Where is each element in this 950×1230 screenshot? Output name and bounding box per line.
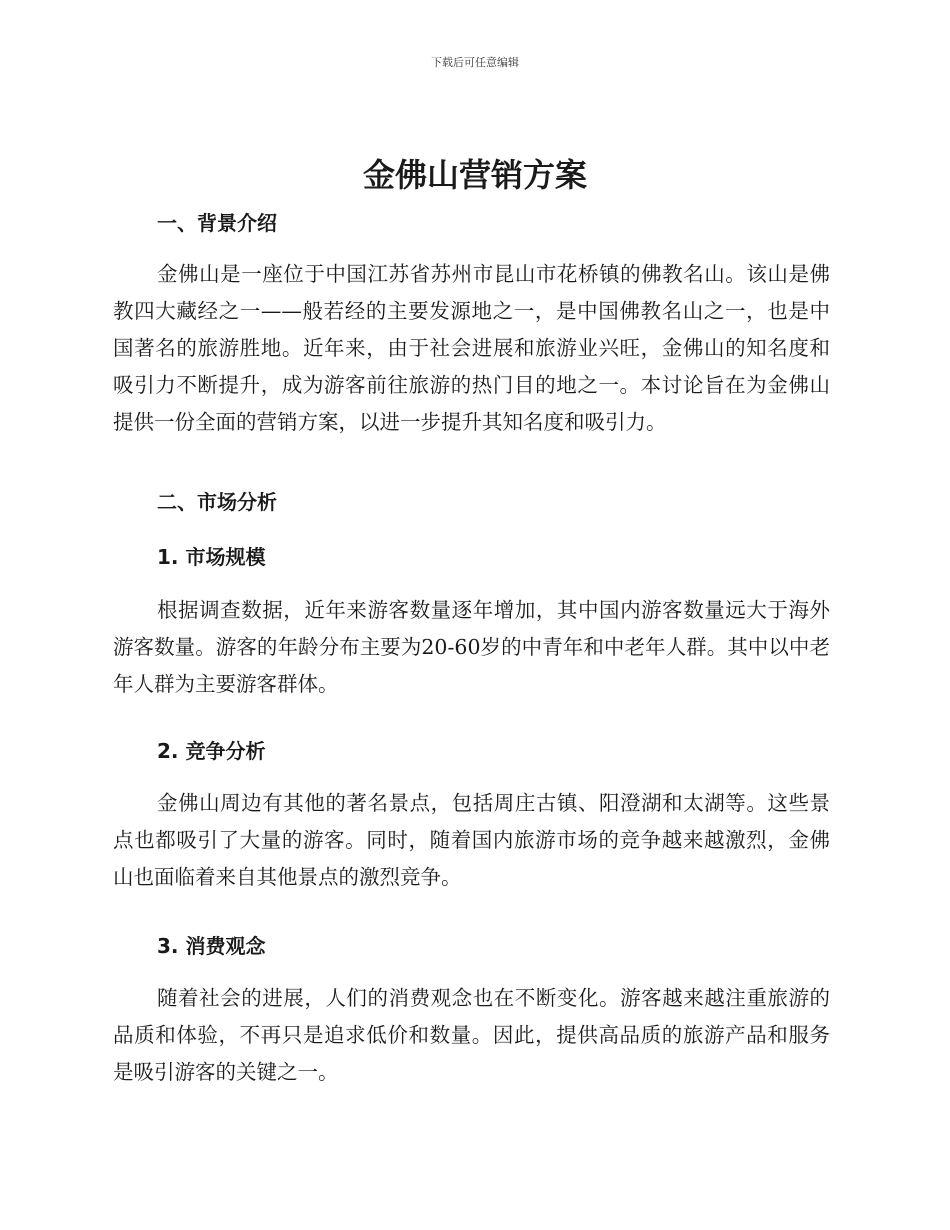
subsection-heading-market-size: 1. 市场规模 [157, 545, 266, 569]
page-header-note: 下载后可任意编辑 [431, 56, 519, 69]
document-title: 金佛山营销方案 [362, 156, 587, 194]
section-heading-market-analysis: 二、市场分析 [157, 490, 277, 514]
section-heading-background: 一、背景介绍 [157, 211, 277, 235]
subsection-heading-competition: 2. 竞争分析 [157, 739, 266, 763]
paragraph-consumption: 随着社会的进展，人们的消费观念也在不断变化。游客越来越注重旅游的品质和体验，不再只是追求低价和数量。因此，提供高品质的旅游产品和服务是吸引游客的关键之一。 [113, 986, 830, 1084]
paragraph-background: 金佛山是一座位于中国江苏省苏州市昆山市花桥镇的佛教名山。该山是佛教四大藏经之一——般若经的主要发源地之一，是中国佛教名山之一，也是中国著名的旅游胜地。近年来，由于社会进展和旅游业兴旺，金佛山的知名度和吸引力不断提升，成为游客前往旅游的热门目的地之一。本讨论旨在为金佛山提供一份全面的营销方案，以进一步提升其知名度和吸引力。 [113, 262, 830, 434]
paragraph-market-size: 根据调查数据，近年来游客数量逐年增加，其中国内游客数量远大于海外游客数量。游客的年龄分布主要为20-60岁的中青年和中老年人群。其中以中老年人群为主要游客群体。 [113, 598, 830, 696]
paragraph-competition: 金佛山周边有其他的著名景点，包括周庄古镇、阳澄湖和太湖等。这些景点也都吸引了大量的游客。同时，随着国内旅游市场的竞争越来越激烈，金佛山也面临着来自其他景点的激烈竞争。 [113, 791, 830, 889]
subsection-heading-consumption: 3. 消费观念 [157, 934, 266, 958]
